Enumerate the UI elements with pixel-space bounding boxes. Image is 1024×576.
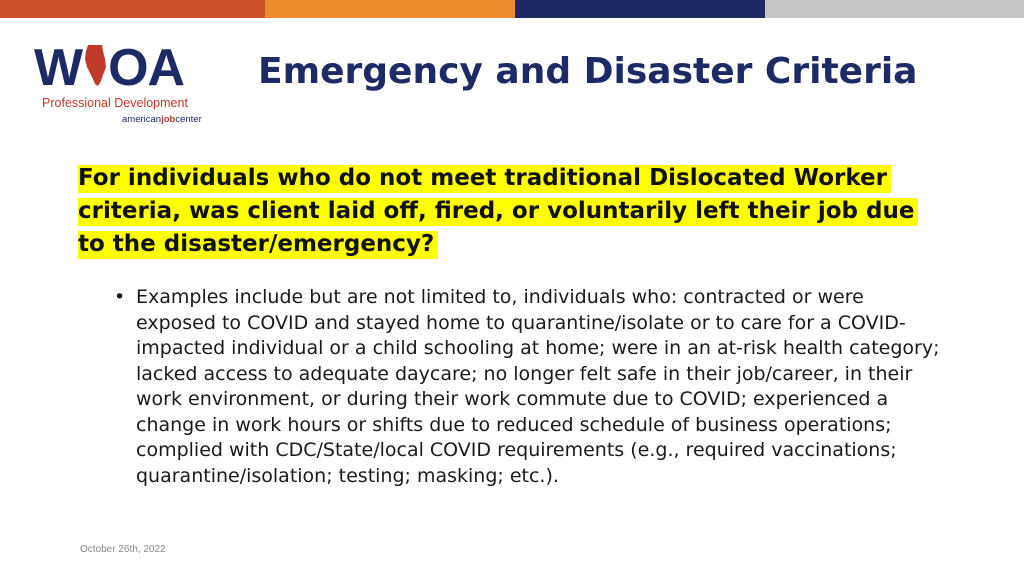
top-stripe-navy <box>515 0 765 18</box>
american-job-center-wordmark: americanjobcenter <box>122 114 202 125</box>
footer-date: October 26th, 2022 <box>80 544 166 555</box>
top-stripe-orange <box>265 0 515 18</box>
illinois-state-icon <box>82 43 108 87</box>
bullet-text: Examples include but are not limited to, individuals who: contracted or were exposed to COVID and stayed home to quarantine/isolate or to care for a COVID-impacted individual or a child schooling at home; were in an at-risk health category; lacked access to adequate daycare; no longer felt safe in their job/career, in their work environment, or during their work commute due to COVID; experienced a change in work hours or shifts due to reduced schedule of business operations; complied with CDC/State/local COVID requirements (e.g., required vaccinations; quarantine/isolation; testing; masking; etc.). <box>136 286 940 487</box>
logo-letter-w: W <box>34 39 83 97</box>
wioa-logo <box>34 40 234 130</box>
slide-title: Emergency and Disaster Criteria <box>258 51 918 92</box>
top-stripe-gray <box>765 0 1024 18</box>
highlighted-question <box>78 162 948 261</box>
logo-subtitle: Professional Development <box>42 96 188 110</box>
bullet-marker: • <box>114 286 126 308</box>
logo-mark <box>34 40 184 96</box>
question-text: For individuals who do not meet traditional Dislocated Worker criteria, was client laid off, fired, or voluntarily left their job due to the disaster/emergency? <box>78 165 918 259</box>
logo-letters-oa: OA <box>108 39 185 97</box>
top-stripe-red <box>0 0 265 18</box>
